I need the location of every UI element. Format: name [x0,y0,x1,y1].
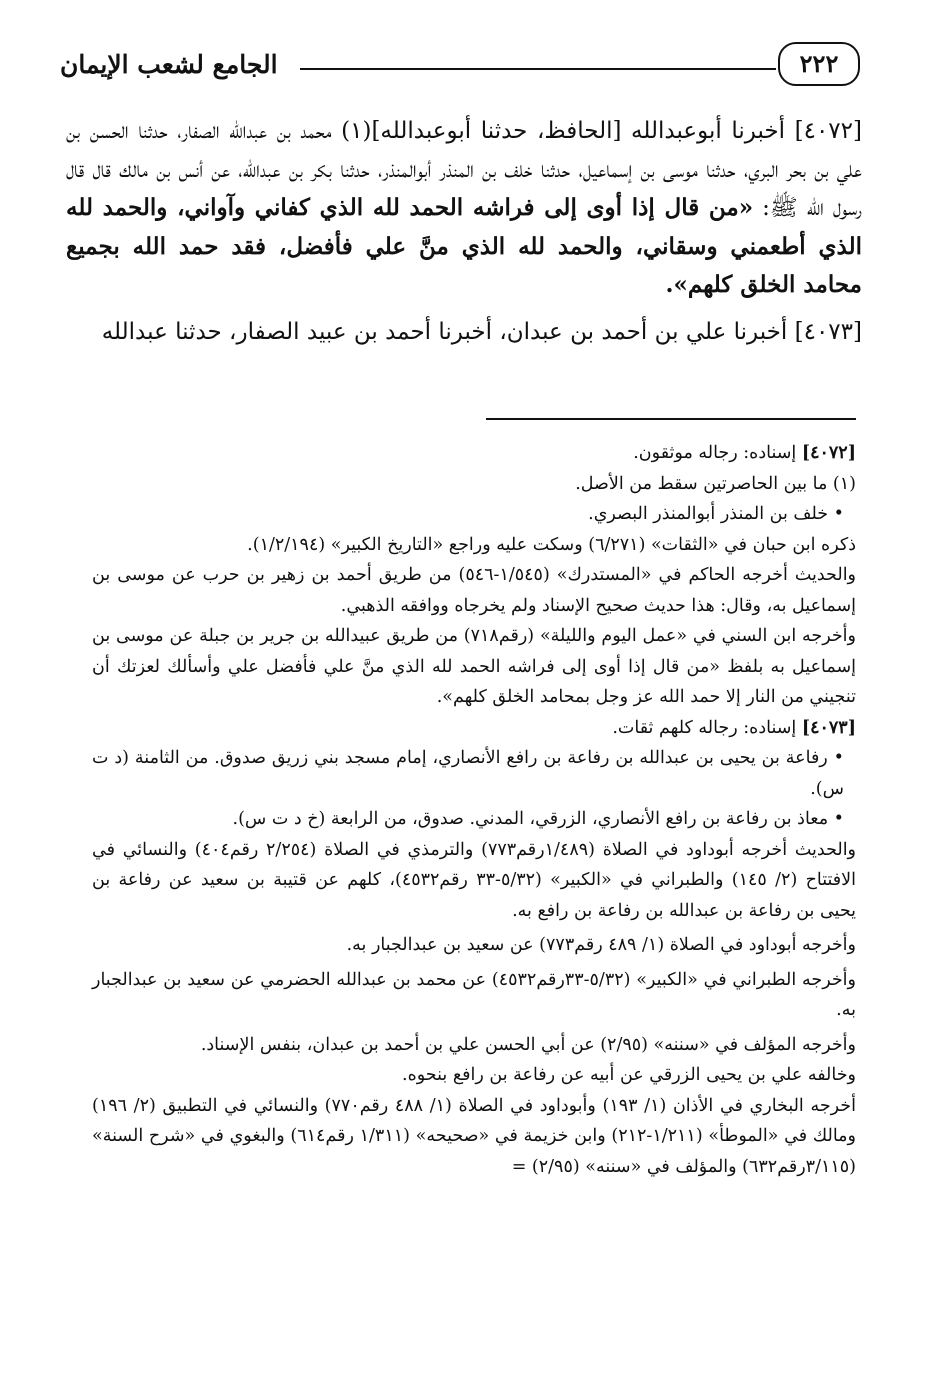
hadith-matn: «من قال إذا أوى إلى فراشه الحمد لله الذي كفاني وآواني، والحمد لله الذي أطعمني وسقاني، والحمد لله الذي منَّ علي فأفضل، فقد حمد الله بجميع محامد الخلق كلهم». [66,194,862,298]
footnotes [92,438,856,1182]
footnote-rule [486,418,856,420]
page-header [60,36,860,96]
footnote-bullet: • رفاعة بن يحيى بن عبدالله بن رفاعة بن رافع الأنصاري، إمام مسجد بني زريق صدوق. من الثامنة (د ت س). [92,748,844,799]
footnote: وأخرجه ابن السني في «عمل اليوم والليلة» (رقم٧١٨) من طريق عبيدالله بن جرير بن جبلة عن موسى بن إسماعيل به بلفظ «من قال إذا أوى إلى فراشه الحمد لله الذي منَّ علي فأفضل علي وأسألك لعزتك أن تنجيني من النار إلا حمد الله عز وجل بمحامد الخلق كلهم». [92,626,856,707]
running-title: الجامع لشعب الإيمان [60,50,278,79]
hadith-number: [٤٠٧٣] [794,318,862,345]
footnote-number: [٤٠٧٢] [801,443,856,463]
footnote: والحديث أخرجه الحاكم في «المستدرك» (١/٥٤٥-٥٤٦) من طريق أحمد بن زهير بن حرب عن موسى بن إسماعيل به، وقال: هذا حديث صحيح الإسناد ولم يخرجاه ووافقه الذهبي. [92,565,857,616]
footnote: (١) ما بين الحاصرتين سقط من الأصل. [575,473,856,494]
footnote: وأخرجه أبوداود في الصلاة (١/ ٤٨٩ رقم٧٧٣) عن سعيد بن عبدالجبار به. [346,935,856,955]
footnote: وأخرجه المؤلف في «سننه» (٢/٩٥) عن أبي الحسن علي بن أحمد بن عبدان، بنفس الإسناد. [200,1034,856,1055]
hadith-4073 [66,313,862,352]
footnote-text: إسناده: رجاله كلهم ثقات. [612,717,802,738]
footnote: أخرجه البخاري في الأذان (١/ ١٩٣) وأبوداود في الصلاة (١/ ٤٨٨ رقم٧٧٠) والنسائي في التطبيق (٢/ ١٩٦) ومالك في «الموطأ» (١/٢١١-٢١٢) وابن خزيمة في «صحيحه» (١/٣١١ رقم٦١٤) والبغوي في «شرح السنة» (٣/١١٥رقم٦٣٢) والمؤلف في «سننه» (٢/٩٥) = [92,1095,857,1177]
hadith-number: [٤٠٧٢] [794,118,862,144]
hadith-isnad: أخبرنا علي بن أحمد بن عبدان، أخبرنا أحمد بن عبيد الصفار، حدثنا عبدالله [101,318,795,345]
main-text [66,112,862,351]
hadith-4072 [66,112,862,305]
footnote: وخالفه علي بن يحيى الزرقي عن أبيه عن رفاعة بن رافع بنحوه. [402,1065,856,1085]
footnote [92,438,856,469]
footnote-number: [٤٠٧٣] [801,717,856,738]
footnote-bullet: • معاذ بن رفاعة بن رافع الأنصاري، الزرقي، المدني. صدوق، من الرابعة (خ د ت س). [232,809,844,829]
page-number: ٢٢٢ [778,42,860,86]
footnote: وأخرجه الطبراني في «الكبير» (٥/٣٢-٣٣رقم٤٥٣٢) عن محمد بن عبدالله الحضرمي عن سعيد بن عبدالجبار به. [92,969,856,1020]
footnote-bullet: • خلف بن المنذر أبوالمنذر البصري. [588,504,844,524]
footnote-text: إسناده: رجاله موثقون. [633,443,802,463]
header-rule [300,68,776,70]
hadith-isnad: أخبرنا أبوعبدالله [الحافظ، حدثنا أبوعبدالله](١) محمد بن عبدالله الصفار، حدثنا الحسن بن علي بن بحر البري، حدثنا موسى بن إسماعيل، حدثنا خلف بن المنذر أبوالمنذر، حدثنا بكر بن عبدالله، عن أنس بن مالك قال قال رسول الله ﷺ: [66,118,863,221]
footnote [92,713,856,744]
footnote: ذكره ابن حبان في «الثقات» (٦/٢٧١) وسكت عليه وراجع «التاريخ الكبير» (١/٢/١٩٤). [247,534,856,555]
footnote: والحديث أخرجه أبوداود في الصلاة (١/٤٨٩رقم٧٧٣) والترمذي في الصلاة (٢/٢٥٤ رقم٤٠٤) والنسائي في الافتتاح (٢/ ١٤٥) والطبراني في «الكبير» (٥/٣٢-٣٣ رقم٤٥٣٢)، كلهم عن قتيبة بن سعيد عن رفاعة بن يحيى بن رفاعة بن عبدالله بن رفاعة بن رافع به. [92,839,857,921]
